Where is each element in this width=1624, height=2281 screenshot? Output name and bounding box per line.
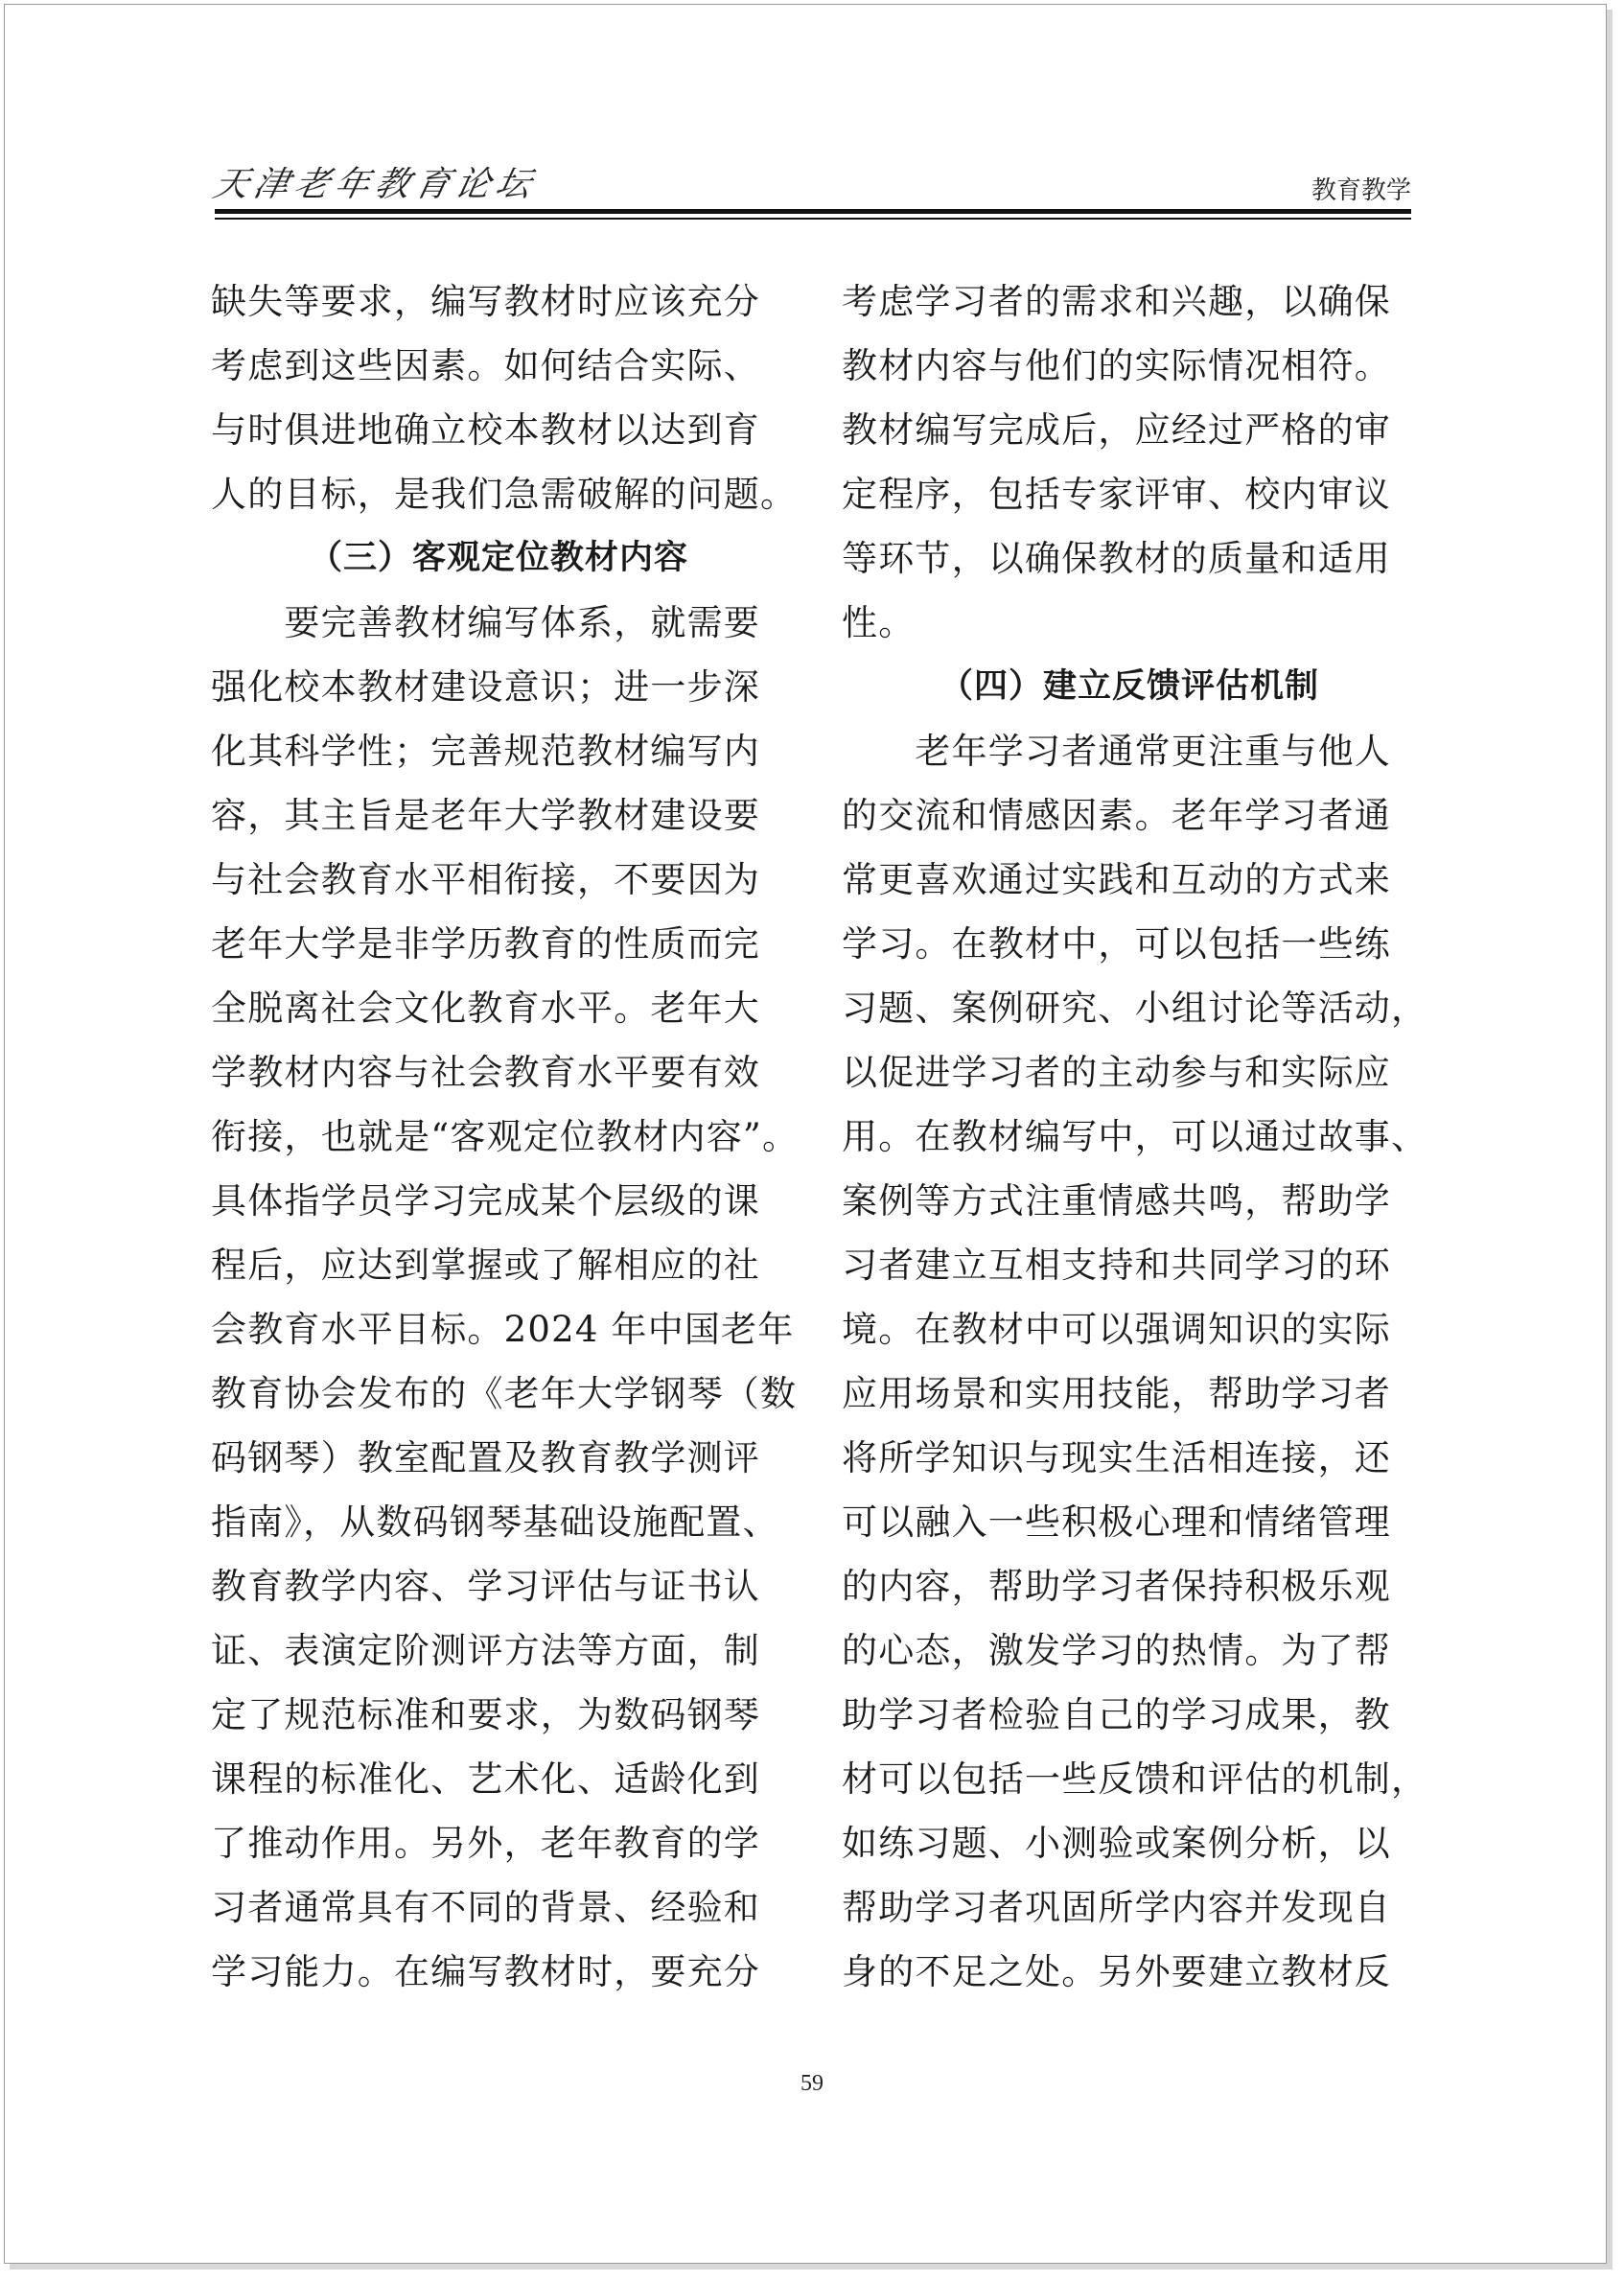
text-line: 的交流和情感因素。老年学习者通 [842,795,1391,836]
text-line: 教材内容与他们的实际情况相符。 [842,345,1391,386]
text-line: 全脱离社会文化教育水平。老年大 [211,988,760,1029]
text-line: 可以融入一些积极心理和情绪管理 [842,1501,1391,1543]
text-line: 习题、案例研究、小组讨论等活动， [842,988,1428,1029]
section-name: 教育教学 [1311,176,1411,205]
page-number: 59 [800,2071,824,2096]
text-line: 帮助学习者巩固所学内容并发现自 [842,1887,1391,1928]
text-line: 老年大学是非学历教育的性质而完 [211,923,760,965]
header-rule-thin [215,218,1411,220]
text-line: 习者建立互相支持和共同学习的环 [842,1245,1391,1286]
text-line: 定了规范标准和要求，为数码钢琴 [211,1694,760,1735]
text-line: 等环节，以确保教材的质量和适用 [842,538,1391,579]
text-line: 教育教学内容、学习评估与证书认 [211,1566,760,1607]
text-line: 性。 [842,602,916,643]
text-line: 具体指学员学习完成某个层级的课 [211,1180,760,1222]
text-line: 以促进学习者的主动参与和实际应 [842,1052,1391,1093]
text-line: 要完善教材编写体系，就需要 [211,602,760,643]
text-line: 码钢琴）教室配置及教育教学测评 [211,1437,760,1478]
right-column [842,269,1428,2004]
text-line: 用。在教材编写中，可以通过故事、 [842,1116,1428,1157]
text-line: 应用场景和实用技能，帮助学习者 [842,1373,1391,1414]
text-line: 学习。在教材中，可以包括一些练 [842,923,1391,965]
text-line: 的心态，激发学习的热情。为了帮 [842,1630,1391,1671]
text-line: 指南》，从数码钢琴基础设施配置、 [211,1501,779,1543]
text-line: 教育协会发布的《老年大学钢琴（数 [211,1373,798,1414]
text-line: 案例等方式注重情感共鸣，帮助学 [842,1180,1391,1222]
text-line: 材可以包括一些反馈和评估的机制， [842,1758,1428,1800]
text-line: 课程的标准化、艺术化、适龄化到 [211,1758,760,1800]
text-line: 学教材内容与社会教育水平要有效 [211,1052,760,1093]
text-line: 学习能力。在编写教材时，要充分 [211,1951,760,1992]
text-line: 强化校本教材建设意识；进一步深 [211,666,760,708]
section-heading: （三）客观定位教材内容 [308,539,688,577]
text-line: 会教育水平目标。2024 年中国老年 [211,1309,795,1350]
text-line: 考虑学习者的需求和兴趣，以确保 [842,281,1391,322]
text-line: 衔接，也就是“客观定位教材内容”。 [211,1116,800,1157]
text-line: 程后，应达到掌握或了解相应的社 [211,1245,760,1286]
text-line: 化其科学性；完善规范教材编写内 [211,731,760,772]
text-line: 习者通常具有不同的背景、经验和 [211,1887,760,1928]
text-line: 与时俱进地确立校本教材以达到育 [211,409,760,451]
text-line: 考虑到这些因素。如何结合实际、 [211,345,760,386]
text-line: 定程序，包括专家评审、校内审议 [842,474,1391,515]
text-line: 老年学习者通常更注重与他人 [842,731,1391,772]
text-line: 如练习题、小测验或案例分析，以 [842,1823,1391,1864]
text-line: 与社会教育水平相衔接，不要因为 [211,859,760,900]
text-line: 教材编写完成后，应经过严格的审 [842,409,1391,451]
text-line: 证、表演定阶测评方法等方面，制 [211,1630,760,1671]
text-line: 助学习者检验自己的学习成果，教 [842,1694,1391,1735]
text-line: 人的目标，是我们急需破解的问题。 [211,474,798,515]
left-column [211,269,800,2004]
text-line: 将所学知识与现实生活相连接，还 [842,1437,1391,1478]
text-line: 境。在教材中可以强调知识的实际 [842,1309,1391,1350]
journal-name: 天津老年教育论坛 [210,165,541,204]
text-line: 了推动作用。另外，老年教育的学 [211,1823,760,1864]
text-line: 缺失等要求，编写教材时应该充分 [211,281,760,322]
text-line: 常更喜欢通过实践和互动的方式来 [842,859,1391,900]
section-heading: （四）建立反馈评估机制 [939,667,1319,706]
text-line: 身的不足之处。另外要建立教材反 [842,1951,1391,1992]
header-rule-thick [215,209,1411,214]
text-line: 的内容，帮助学习者保持积极乐观 [842,1566,1391,1607]
text-line: 容，其主旨是老年大学教材建设要 [211,795,760,836]
